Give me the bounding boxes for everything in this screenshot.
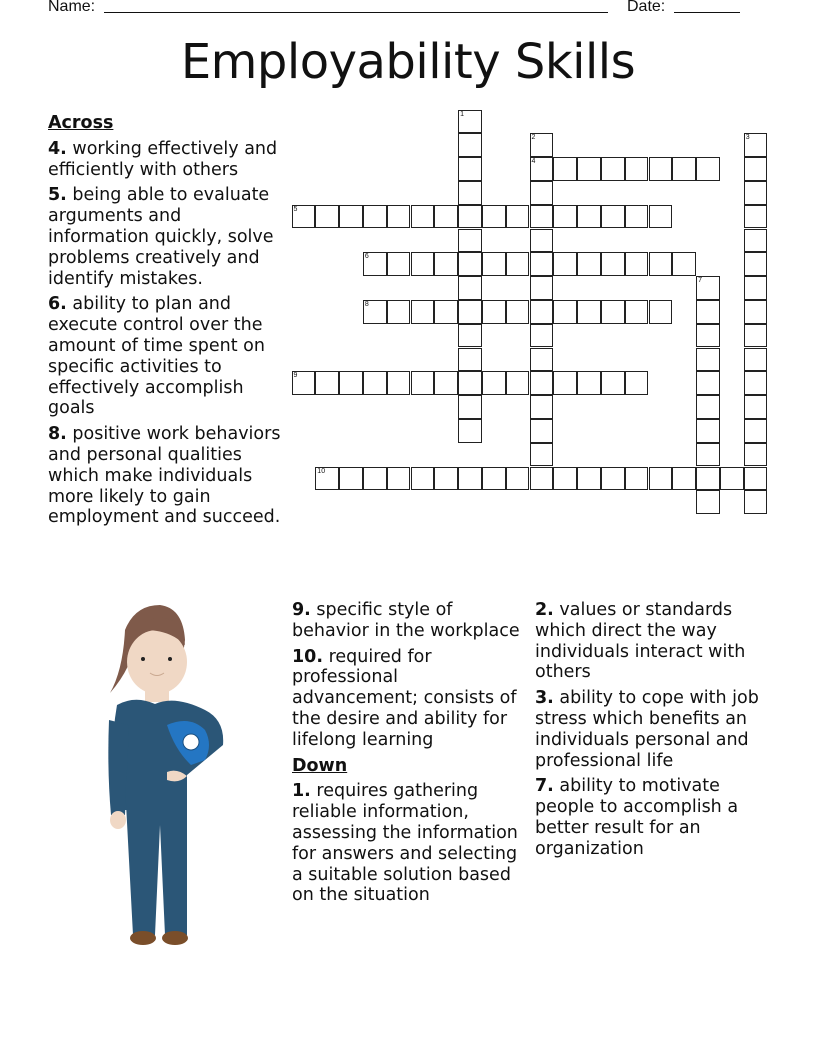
grid-cell[interactable] — [387, 467, 411, 491]
grid-cell[interactable] — [363, 467, 387, 491]
grid-cell[interactable] — [363, 252, 387, 276]
clue-text: specific style of behavior in the workplace — [292, 600, 520, 641]
grid-cell[interactable] — [530, 324, 554, 348]
grid-cell[interactable] — [458, 157, 482, 181]
across-heading: Across — [48, 113, 114, 133]
grid-cell[interactable] — [744, 467, 768, 491]
grid-cell[interactable] — [672, 157, 696, 181]
grid-cell[interactable] — [530, 229, 554, 253]
clue-number: 1. — [292, 781, 311, 802]
grid-cell[interactable] — [744, 490, 768, 514]
clue-number: 7. — [535, 776, 554, 797]
grid-cell[interactable] — [506, 205, 530, 229]
grid-cell[interactable] — [530, 467, 554, 491]
date-label: Date: — [627, 0, 666, 15]
grid-cell[interactable] — [577, 252, 601, 276]
grid-cell[interactable] — [387, 300, 411, 324]
clue-number: 5. — [48, 185, 67, 206]
grid-cell[interactable] — [339, 467, 363, 491]
cell-number: 2 — [531, 134, 536, 142]
clue-number: 4. — [48, 138, 67, 159]
grid-cell[interactable] — [696, 490, 720, 514]
grid-cell[interactable] — [625, 300, 649, 324]
worker-illustration — [95, 600, 245, 950]
cell-number: 9 — [293, 372, 298, 380]
grid-cell[interactable] — [315, 371, 339, 395]
cell-number: 5 — [293, 205, 298, 213]
clue-across-8 — [48, 424, 284, 528]
grid-cell[interactable] — [458, 276, 482, 300]
grid-cell[interactable] — [696, 419, 720, 443]
grid-cell[interactable] — [744, 371, 768, 395]
grid-cell[interactable] — [744, 181, 768, 205]
grid-cell[interactable] — [292, 371, 316, 395]
grid-cell[interactable] — [744, 157, 768, 181]
clue-across-6 — [48, 294, 284, 419]
grid-cell[interactable] — [744, 276, 768, 300]
grid-cell[interactable] — [625, 252, 649, 276]
grid-cell[interactable] — [601, 300, 625, 324]
grid-cell[interactable] — [434, 300, 458, 324]
cell-number: 4 — [531, 158, 536, 166]
cell-number: 3 — [745, 134, 750, 142]
eye-left-icon — [141, 657, 145, 661]
grid-cell[interactable] — [553, 157, 577, 181]
name-field[interactable] — [104, 12, 608, 13]
grid-cell[interactable] — [506, 252, 530, 276]
grid-cell[interactable] — [482, 467, 506, 491]
grid-cell[interactable] — [363, 300, 387, 324]
page-title: Employability Skills — [180, 34, 636, 90]
grid-cell[interactable] — [530, 252, 554, 276]
grid-cell[interactable] — [482, 252, 506, 276]
clue-text: working effectively and efficiently with others — [48, 138, 278, 180]
grid-cell[interactable] — [458, 252, 482, 276]
grid-cell[interactable] — [530, 157, 554, 181]
grid-cell[interactable] — [696, 467, 720, 491]
grid-cell[interactable] — [553, 300, 577, 324]
grid-cell[interactable] — [458, 371, 482, 395]
clue-text: ability to plan and execute control over the amount of time spent on specific activities to effectively accomplish goals — [48, 294, 265, 419]
grid-cell[interactable] — [744, 229, 768, 253]
grid-cell[interactable] — [744, 348, 768, 372]
clue-text: requires gathering reliable information, assessing the information for answers and selecting a suitable solution based on the situation — [292, 781, 518, 906]
grid-cell[interactable] — [458, 324, 482, 348]
grid-cell[interactable] — [411, 467, 435, 491]
clue-number: 2. — [535, 600, 554, 620]
grid-cell[interactable] — [625, 467, 649, 491]
grid-cell[interactable] — [696, 371, 720, 395]
grid-cell[interactable] — [339, 371, 363, 395]
grid-cell[interactable] — [672, 252, 696, 276]
clue-number: 3. — [535, 688, 554, 709]
grid-cell[interactable] — [720, 467, 744, 491]
grid-cell[interactable] — [553, 467, 577, 491]
grid-cell[interactable] — [530, 181, 554, 205]
clue-number: 10. — [292, 646, 324, 667]
grid-cell[interactable] — [672, 467, 696, 491]
clue-text: required for professional advancement; consists of the desire and ability for lifelong learning — [292, 646, 517, 750]
grid-cell[interactable] — [649, 252, 673, 276]
clues-column-2 — [292, 600, 528, 911]
grid-cell[interactable] — [601, 252, 625, 276]
grid-cell[interactable] — [315, 467, 339, 491]
grid-cell[interactable] — [292, 205, 316, 229]
grid-cell[interactable] — [363, 371, 387, 395]
clue-text: positive work behaviors and personal qualities which make individuals more likely to gain employment and succeed. — [48, 424, 281, 528]
grid-cell[interactable] — [577, 300, 601, 324]
grid-cell[interactable] — [434, 252, 458, 276]
shoe-right — [162, 931, 188, 945]
grid-cell[interactable] — [482, 205, 506, 229]
clue-down-7 — [535, 776, 775, 859]
grid-cell[interactable] — [601, 205, 625, 229]
grid-cell[interactable] — [411, 371, 435, 395]
suit-legs — [125, 785, 187, 935]
shoe-left — [130, 931, 156, 945]
grid-cell[interactable] — [744, 252, 768, 276]
clues-column-3 — [535, 600, 775, 865]
clue-across-5 — [48, 185, 284, 289]
grid-cell[interactable] — [553, 252, 577, 276]
grid-cell[interactable] — [744, 324, 768, 348]
grid-cell[interactable] — [458, 110, 482, 134]
grid-cell[interactable] — [530, 419, 554, 443]
grid-cell[interactable] — [458, 205, 482, 229]
grid-cell[interactable] — [506, 467, 530, 491]
grid-cell[interactable] — [744, 133, 768, 157]
grid-cell[interactable] — [530, 133, 554, 157]
grid-cell[interactable] — [696, 348, 720, 372]
grid-cell[interactable] — [696, 443, 720, 467]
grid-cell[interactable] — [387, 205, 411, 229]
grid-cell[interactable] — [458, 133, 482, 157]
grid-cell[interactable] — [696, 395, 720, 419]
face-shape — [127, 630, 187, 694]
grid-cell[interactable] — [530, 443, 554, 467]
grid-cell[interactable] — [530, 395, 554, 419]
grid-cell[interactable] — [649, 467, 673, 491]
grid-cell[interactable] — [577, 157, 601, 181]
grid-cell[interactable] — [387, 252, 411, 276]
eye-right-icon — [168, 657, 172, 661]
grid-cell[interactable] — [649, 205, 673, 229]
across-clues-column — [48, 113, 284, 533]
clue-down-1 — [292, 781, 528, 906]
grid-cell[interactable] — [744, 300, 768, 324]
grid-cell[interactable] — [530, 276, 554, 300]
grid-cell[interactable] — [315, 205, 339, 229]
clue-text: ability to cope with job stress which benefits an individuals personal and professional life — [535, 688, 759, 771]
grid-cell[interactable] — [482, 371, 506, 395]
grid-cell[interactable] — [625, 371, 649, 395]
grid-cell[interactable] — [339, 205, 363, 229]
grid-cell[interactable] — [387, 371, 411, 395]
grid-cell[interactable] — [506, 300, 530, 324]
grid-cell[interactable] — [434, 467, 458, 491]
grid-cell[interactable] — [458, 467, 482, 491]
grid-cell[interactable] — [696, 276, 720, 300]
grid-cell[interactable] — [649, 157, 673, 181]
grid-cell[interactable] — [577, 371, 601, 395]
grid-cell[interactable] — [458, 419, 482, 443]
grid-cell[interactable] — [530, 205, 554, 229]
grid-cell[interactable] — [553, 371, 577, 395]
clue-text: values or standards which direct the way individuals interact with others — [535, 600, 746, 683]
grid-cell[interactable] — [553, 205, 577, 229]
date-field[interactable] — [674, 12, 740, 13]
grid-cell[interactable] — [411, 300, 435, 324]
grid-cell[interactable] — [434, 371, 458, 395]
cell-number: 7 — [698, 277, 702, 285]
cell-number: 1 — [460, 110, 464, 118]
grid-cell[interactable] — [696, 157, 720, 181]
grid-cell[interactable] — [411, 252, 435, 276]
grid-cell[interactable] — [458, 395, 482, 419]
clue-across-9 — [292, 600, 528, 642]
grid-cell[interactable] — [530, 300, 554, 324]
clue-number: 6. — [48, 294, 67, 315]
grid-cell[interactable] — [530, 371, 554, 395]
grid-cell[interactable] — [744, 395, 768, 419]
clue-down-2 — [535, 600, 775, 683]
cell-number: 8 — [364, 300, 369, 308]
grid-cell[interactable] — [458, 348, 482, 372]
grid-cell[interactable] — [411, 205, 435, 229]
grid-cell[interactable] — [482, 300, 506, 324]
grid-cell[interactable] — [601, 157, 625, 181]
grid-cell[interactable] — [458, 181, 482, 205]
clue-across-10 — [292, 647, 528, 751]
clue-text: ability to motivate people to accomplish a better result for an organization — [535, 776, 739, 859]
grid-cell[interactable] — [506, 371, 530, 395]
grid-cell[interactable] — [625, 157, 649, 181]
clue-text: being able to evaluate arguments and information quickly, solve problems creatively and identify mistakes. — [48, 185, 274, 289]
grid-cell[interactable] — [696, 300, 720, 324]
grid-cell[interactable] — [744, 205, 768, 229]
grid-cell[interactable] — [744, 443, 768, 467]
grid-cell[interactable] — [458, 229, 482, 253]
clue-number: 8. — [48, 424, 67, 445]
name-label: Name: — [48, 0, 96, 15]
cell-number: 6 — [364, 253, 369, 261]
clue-number: 9. — [292, 600, 311, 620]
grid-cell[interactable] — [625, 205, 649, 229]
grid-cell[interactable] — [530, 348, 554, 372]
clue-down-3 — [535, 688, 775, 771]
grid-cell[interactable] — [696, 324, 720, 348]
grid-cell[interactable] — [458, 300, 482, 324]
clue-across-4 — [48, 139, 284, 181]
grid-cell[interactable] — [577, 467, 601, 491]
grid-cell[interactable] — [434, 205, 458, 229]
grid-cell[interactable] — [601, 467, 625, 491]
grid-cell[interactable] — [577, 205, 601, 229]
grid-cell[interactable] — [649, 300, 673, 324]
grid-cell[interactable] — [363, 205, 387, 229]
cell-number: 10 — [317, 467, 326, 475]
grid-cell[interactable] — [601, 371, 625, 395]
grid-cell[interactable] — [744, 419, 768, 443]
down-heading: Down — [292, 755, 348, 776]
